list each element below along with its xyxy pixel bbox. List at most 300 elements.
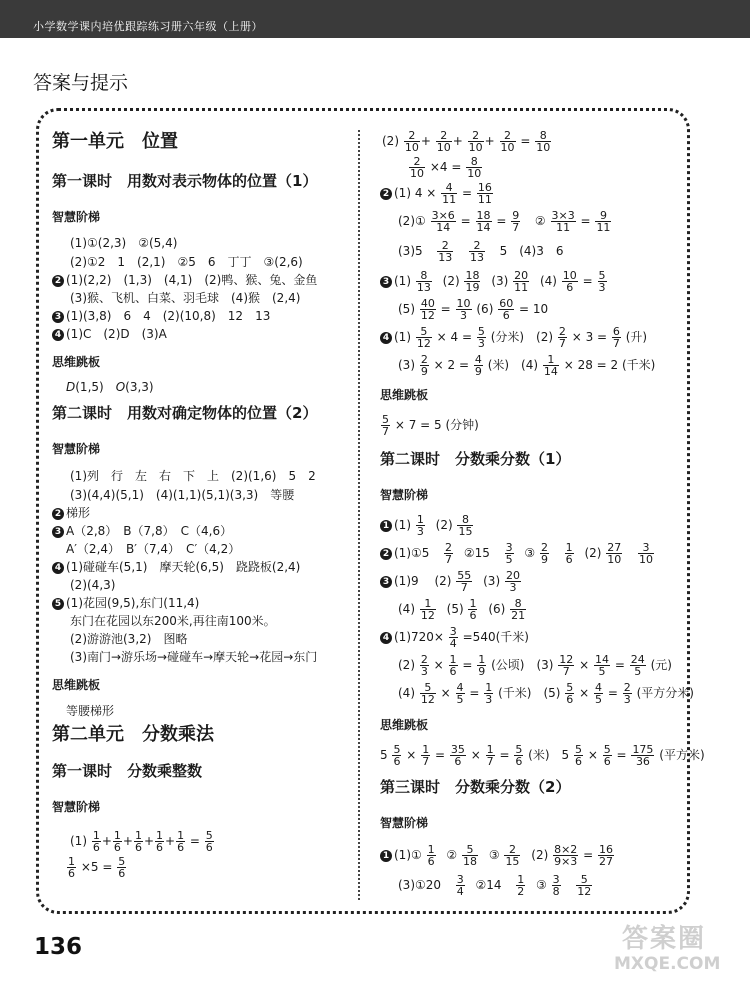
formula-line — [398, 210, 612, 233]
numerator: 14 — [595, 653, 610, 666]
denominator: 8 — [552, 885, 560, 898]
denominator: 12 — [416, 337, 431, 350]
fraction — [457, 514, 473, 537]
numerator: 16 — [599, 843, 614, 856]
formula-text: (4) — [398, 686, 415, 700]
watermark-url: MXQE.COM — [614, 954, 721, 974]
answer-text: A（2,8） B（7,8） C（4,6） — [66, 524, 233, 538]
denominator: 13 — [469, 251, 484, 264]
answer-line: (1)列 行 左 右 下 上 (2)(1,6) 5 2 — [70, 469, 316, 483]
number-badge: 2 — [52, 508, 64, 520]
formula-text: ② — [534, 214, 546, 228]
numerator: 10 — [562, 269, 577, 282]
equals-sign: = — [469, 686, 480, 700]
numerator: 18 — [465, 269, 480, 282]
denominator: 6 — [469, 609, 477, 622]
fraction — [565, 682, 574, 705]
fraction — [594, 682, 603, 705]
number-badge: 3 — [380, 576, 392, 588]
fraction — [540, 542, 549, 565]
lesson4-title: 第二课时 分数乘分数（1） — [380, 450, 571, 468]
times-sign: × — [579, 658, 590, 672]
formula-line — [380, 744, 705, 767]
fraction — [420, 298, 436, 321]
numerator: 5 — [205, 829, 213, 842]
numerator: 5 — [603, 743, 611, 756]
numerator: 5 — [462, 844, 478, 856]
formula-line — [398, 682, 694, 705]
page-title: 答案与提示 — [33, 72, 129, 94]
numerator: 3 — [449, 625, 457, 638]
denominator: 11 — [514, 281, 529, 294]
column-divider — [358, 130, 360, 900]
fraction — [574, 744, 583, 767]
fraction — [117, 856, 126, 879]
fraction — [476, 210, 492, 233]
formula-text: (5) — [398, 302, 415, 316]
formula-text: (4) — [398, 602, 415, 616]
formula-text: (分米) (2) — [490, 330, 554, 344]
denominator: 6 — [156, 841, 164, 854]
formula-text: (3) — [483, 574, 501, 588]
answer-text: (1)(2,2) (1,3) (4,1) (2)鸭、猴、兔、金鱼 — [66, 273, 318, 287]
fraction — [505, 570, 521, 593]
denominator: 14 — [543, 365, 558, 378]
formula-text: × 7 = 5 (分钟) — [394, 418, 479, 432]
numerator: 9 — [595, 210, 611, 222]
fraction — [612, 326, 621, 349]
denominator: 15 — [505, 855, 520, 868]
denominator: 3 — [420, 665, 428, 678]
formula-text: (公顷) (3) — [491, 658, 554, 672]
number-badge: 3 — [380, 276, 392, 288]
denominator: 4 — [449, 637, 457, 650]
denominator: 10 — [467, 167, 482, 180]
fraction — [449, 654, 458, 677]
answer-text: (1)碰碰车(5,1) 摩天轮(6,5) 跷跷板(2,4) — [66, 560, 301, 574]
denominator: 36 — [635, 755, 650, 768]
numerator: 4 — [456, 681, 464, 694]
fraction — [420, 682, 436, 705]
fraction — [416, 270, 432, 293]
denominator: 3 — [509, 581, 517, 594]
numerator: 4 — [474, 353, 482, 366]
denominator: 11 — [596, 221, 611, 234]
formula-text: (米) (4) — [487, 358, 539, 372]
denominator: 10 — [500, 141, 515, 154]
answer-line — [52, 596, 199, 610]
fraction — [477, 182, 493, 205]
formula-text: (2) — [442, 274, 460, 288]
answer-line — [52, 560, 300, 574]
watermark-text: 答案圈 — [622, 924, 707, 954]
equals-sign: = — [582, 274, 593, 288]
numerator: 2 — [437, 240, 453, 252]
numerator: 5 — [420, 682, 436, 694]
formula-text: (6) — [476, 302, 494, 316]
formula-text: (3)①20 — [398, 878, 442, 892]
denominator: 10 — [410, 167, 424, 180]
answer-line — [52, 309, 270, 323]
denominator: 9×3 — [554, 855, 578, 868]
numerator: 8 — [457, 514, 473, 526]
siwei-heading-3: 思维跳板 — [380, 388, 429, 402]
denominator: 5 — [598, 665, 606, 678]
formula-text: (3) — [398, 358, 415, 372]
fraction — [468, 130, 484, 153]
denominator: 11 — [477, 193, 492, 206]
formula-text: (1) — [394, 518, 411, 532]
number-badge: 4 — [52, 562, 64, 574]
formula-line — [398, 298, 548, 321]
fraction — [67, 856, 76, 879]
fraction — [444, 542, 453, 565]
fraction — [456, 874, 465, 897]
fraction — [638, 542, 654, 565]
fraction — [514, 744, 523, 767]
point-label: D — [66, 380, 76, 394]
denominator: 6 — [205, 841, 213, 854]
equals-sign: = — [607, 686, 618, 700]
times-sign: × — [440, 686, 451, 700]
denominator: 10 — [436, 141, 451, 154]
fraction — [630, 654, 646, 677]
numerator: 5 — [393, 743, 401, 756]
denominator: 10 — [607, 553, 622, 566]
fraction — [484, 682, 493, 705]
siwei-heading-2: 思维跳板 — [52, 678, 101, 692]
denominator: 9 — [540, 553, 548, 566]
denominator: 2 — [517, 885, 525, 898]
number-badge: 3 — [52, 526, 64, 538]
equals-sign: = — [189, 834, 200, 848]
equals-sign: = — [440, 302, 451, 316]
fraction — [552, 874, 561, 897]
number-badge: 4 — [380, 332, 392, 344]
numerator: 5 — [416, 326, 432, 338]
fraction — [404, 130, 420, 153]
formula-text: (1) 4 × — [394, 186, 437, 200]
equals-sign: = — [616, 748, 627, 762]
formula-text: (1)①5 — [394, 546, 430, 560]
numerator: 1 — [420, 598, 436, 610]
fraction — [623, 682, 632, 705]
formula-text: (米) 5 — [528, 748, 570, 762]
numerator: 5 — [598, 269, 606, 282]
number-badge: 2 — [52, 275, 64, 287]
formula-text: (平方米) — [659, 748, 705, 762]
fraction — [516, 874, 525, 897]
numerator: 20 — [505, 569, 520, 582]
fraction — [421, 744, 430, 767]
times-sign: × — [587, 748, 598, 762]
numerator: 3 — [456, 873, 464, 886]
numerator: 1 — [177, 829, 185, 842]
formula-text: (1) — [394, 330, 411, 344]
formula-text: (1)720× — [394, 630, 444, 644]
fraction — [392, 744, 401, 767]
fraction — [558, 326, 567, 349]
denominator: 7 — [562, 665, 570, 678]
fraction — [558, 654, 574, 677]
fraction — [436, 130, 452, 153]
number-badge: 4 — [52, 329, 64, 341]
equals-sign: = — [460, 214, 471, 228]
answer-line: (3)(4,4)(5,1) (4)(1,1)(5,1)(3,3) 等腰 — [70, 488, 295, 502]
formula-line — [380, 542, 655, 565]
formula-text: (3) — [491, 274, 509, 288]
numerator: 5 — [575, 743, 582, 756]
formula-text: (1)9 — [394, 574, 419, 588]
plus-sign: + — [122, 834, 133, 848]
formula-text: (升) — [625, 330, 648, 344]
unit1-title: 第一单元 位置 — [52, 131, 178, 152]
formula-line — [70, 830, 215, 853]
equals-sign: = — [520, 134, 531, 148]
denominator: 14 — [436, 221, 451, 234]
answer-line — [66, 380, 154, 394]
numerator: 18 — [476, 209, 491, 222]
formula-line — [398, 654, 672, 677]
denominator: 9 — [474, 365, 482, 378]
formula-text: (6) — [488, 602, 506, 616]
answer-text: (1)C (2)D (3)A — [66, 327, 167, 341]
fraction — [511, 210, 520, 233]
numerator: 8 — [535, 130, 551, 142]
number-badge: 2 — [380, 188, 392, 200]
formula-line — [380, 270, 608, 293]
fraction — [431, 210, 456, 233]
numerator: 2 — [558, 325, 566, 338]
fraction — [205, 830, 214, 853]
formula-text: = 10 — [519, 302, 549, 316]
denominator: 9 — [420, 365, 428, 378]
numerator: 2 — [445, 541, 453, 554]
formula-text: × 28 = 2 (千米) — [563, 358, 656, 372]
number-badge: 2 — [380, 548, 392, 560]
numerator: 1 — [113, 829, 121, 842]
denominator: 6 — [118, 867, 126, 880]
denominator: 6 — [515, 755, 523, 768]
siwei-heading-1: 思维跳板 — [52, 355, 101, 369]
fraction — [504, 844, 520, 867]
fraction — [513, 270, 529, 293]
page-number: 136 — [34, 934, 83, 960]
fraction — [598, 844, 614, 867]
fraction — [427, 844, 436, 867]
fraction — [598, 270, 607, 293]
numerator: 1 — [427, 843, 435, 856]
fraction — [594, 654, 610, 677]
fraction — [562, 270, 578, 293]
fraction — [456, 298, 472, 321]
denominator: 7 — [558, 337, 566, 350]
denominator: 6 — [502, 309, 510, 322]
denominator: 19 — [465, 281, 480, 294]
formula-line — [380, 326, 647, 349]
zhihui-heading-4: 智慧阶梯 — [380, 488, 429, 502]
formula-line — [398, 598, 527, 621]
formula-line — [380, 514, 474, 537]
number-badge: 1 — [380, 850, 392, 862]
fraction — [456, 570, 472, 593]
numerator: 1 — [478, 653, 486, 666]
formula-text: (3)5 — [398, 244, 423, 258]
numerator: 5 — [382, 413, 389, 426]
numerator: 2 — [500, 130, 516, 142]
numerator: 8 — [466, 156, 482, 168]
point-label: O — [115, 380, 126, 394]
denominator: 6 — [427, 855, 435, 868]
denominator: 10 — [638, 553, 653, 566]
fraction — [449, 626, 458, 649]
answer-text: 梯形 — [66, 506, 91, 520]
fraction — [595, 210, 611, 233]
zhihui-heading-3: 智慧阶梯 — [52, 800, 101, 814]
numerator: 5 — [566, 681, 574, 694]
formula-line — [408, 156, 483, 179]
fraction — [603, 744, 612, 767]
denominator: 11 — [556, 221, 571, 234]
fraction — [155, 830, 164, 853]
formula-text: ×4 = — [429, 160, 462, 174]
fraction — [535, 130, 551, 153]
fraction — [468, 598, 477, 621]
numerator: 16 — [477, 181, 492, 194]
formula-text: × 2 = — [433, 358, 470, 372]
formula-line — [380, 182, 494, 205]
answer-line — [52, 273, 317, 287]
denominator: 6 — [575, 755, 582, 768]
numerator: 8 — [510, 598, 526, 610]
times-sign: × — [433, 658, 444, 672]
number-badge: 4 — [380, 632, 392, 644]
answer-line — [52, 327, 167, 341]
item-label: (2) — [382, 134, 399, 148]
plus-sign: + — [101, 834, 112, 848]
formula-line — [380, 570, 522, 593]
numerator: 40 — [420, 297, 435, 310]
formula-text: 5 — [380, 748, 388, 762]
formula-text: ② — [446, 848, 458, 862]
numerator: 6 — [612, 325, 620, 338]
denominator: 6 — [565, 553, 573, 566]
denominator: 3 — [598, 281, 606, 294]
numerator: 9 — [512, 209, 520, 222]
denominator: 3 — [485, 693, 493, 706]
number-badge: 3 — [52, 311, 64, 323]
fraction — [420, 354, 429, 377]
fraction — [474, 354, 483, 377]
times-sign: × — [470, 748, 481, 762]
formula-line — [398, 874, 593, 897]
formula-text: ③ — [488, 848, 500, 862]
equals-sign: = — [583, 848, 594, 862]
numerator: 1 — [485, 681, 493, 694]
number-badge: 1 — [380, 520, 392, 532]
formula-text: ③ — [524, 546, 536, 560]
answer-line: (2)①2 1 (2,1) ②5 6 丁丁 ③(2,6) — [70, 255, 303, 269]
formula-line — [66, 856, 127, 879]
numerator: 2 — [420, 353, 428, 366]
answer-line — [52, 524, 232, 538]
denominator: 12 — [420, 309, 435, 322]
zhihui-heading-2: 智慧阶梯 — [52, 442, 101, 456]
formula-text: × 4 = — [436, 330, 473, 344]
plus-sign: + — [452, 134, 463, 148]
answer-text: (1)花园(9,5),东门(11,4) — [66, 596, 200, 610]
fraction — [469, 240, 485, 263]
item-label: (1) — [70, 834, 87, 848]
answer-line: (1)①(2,3) ②(5,4) — [70, 236, 178, 250]
numerator: 24 — [630, 653, 645, 666]
denominator: 7 — [422, 755, 430, 768]
fraction — [381, 414, 390, 437]
denominator: 9 — [478, 665, 486, 678]
unit2-title: 第二单元 分数乘法 — [52, 724, 214, 745]
denominator: 15 — [458, 525, 473, 538]
fraction — [464, 270, 480, 293]
numerator: 1 — [565, 541, 573, 554]
numerator: 1 — [422, 743, 430, 756]
formula-text: (2) — [531, 848, 549, 862]
formula-text: (5) — [446, 602, 464, 616]
formula-line — [380, 844, 615, 867]
fraction — [510, 598, 526, 621]
denominator: 14 — [476, 221, 491, 234]
formula-text: (2) — [398, 658, 415, 672]
fraction — [631, 744, 654, 767]
denominator: 6 — [449, 665, 457, 678]
formula-line — [398, 240, 564, 263]
denominator: 7 — [512, 221, 520, 234]
formula-text: 5 (4)3 6 — [499, 244, 564, 258]
answer-line: (3)南门→游乐场→碰碰车→摩天轮→花园→东门 — [70, 650, 318, 664]
plus-sign: + — [165, 834, 176, 848]
formula-text: (2) — [435, 518, 453, 532]
numerator: 2 — [504, 844, 520, 856]
denominator: 6 — [92, 841, 100, 854]
fraction — [92, 830, 101, 853]
answer-text: (1)(3,8) 6 4 (2)(10,8) 12 13 — [66, 309, 271, 323]
numerator: 4 — [441, 182, 457, 194]
numerator: 1 — [543, 354, 559, 366]
equals-sign: = — [435, 748, 446, 762]
numerator: 8×2 — [554, 843, 578, 856]
numerator: 1 — [416, 513, 424, 526]
numerator: 1 — [68, 855, 75, 868]
answer-line: (2)(4,3) — [70, 578, 116, 592]
denominator: 27 — [599, 855, 614, 868]
numerator: 1 — [449, 653, 457, 666]
denominator: 3 — [477, 337, 485, 350]
denominator: 6 — [603, 755, 611, 768]
formula-text: (1)① — [394, 848, 422, 862]
denominator: 6 — [393, 755, 401, 768]
answer-line — [52, 506, 90, 520]
fraction — [416, 326, 432, 349]
numerator: 3×6 — [431, 209, 455, 222]
denominator: 12 — [420, 693, 435, 706]
numerator: 60 — [499, 297, 514, 310]
point-coord: (1,5) — [75, 380, 116, 394]
numerator: 3×3 — [551, 209, 575, 222]
fraction — [466, 156, 482, 179]
numerator: 5 — [576, 874, 592, 886]
numerator: 2 — [469, 240, 485, 252]
fraction — [450, 744, 466, 767]
equals-sign: = — [614, 658, 625, 672]
